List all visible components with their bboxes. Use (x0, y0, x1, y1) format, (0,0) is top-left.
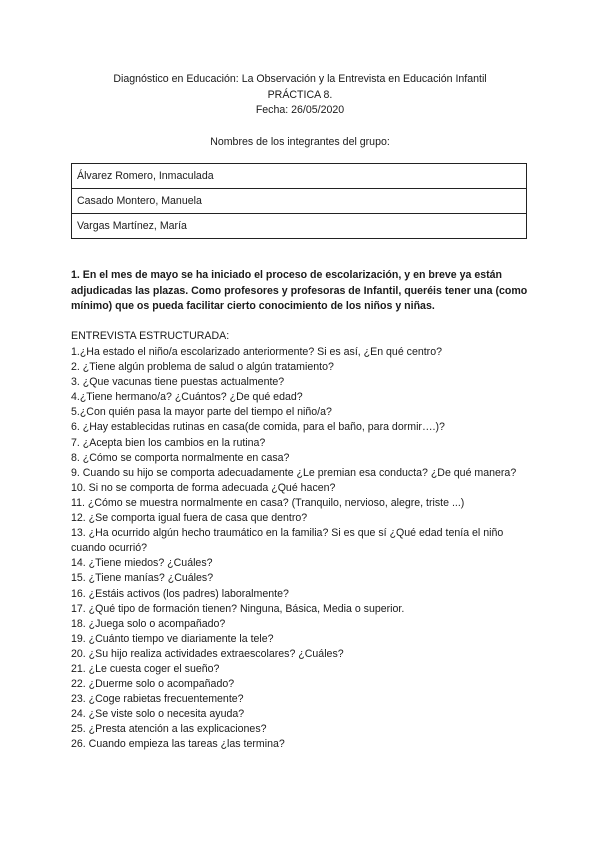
question-item: 22. ¿Duerme solo o acompañado? (71, 678, 235, 691)
question-item: 20. ¿Su hijo realiza actividades extraescolares? ¿Cuáles? (71, 647, 344, 660)
question-item: 12. ¿Se comporta igual fuera de casa que dentro? (71, 512, 308, 525)
task-statement: 1. En el mes de mayo se ha iniciado el proceso de escolarización, y en breve ya están adjudicadas las plazas. Como profesores y profesoras de Infantil, queréis tener una (como mínimo) que os pueda facilitar cierto conocimiento de los niños y niñas. (71, 269, 528, 312)
practice-number: PRÁCTICA 8. (267, 88, 333, 101)
question-item: 4.¿Tiene hermano/a? ¿Cuántos? ¿De qué edad? (71, 391, 303, 404)
member-name: Álvarez Romero, Inmaculada (72, 164, 527, 189)
document-date: Fecha: 26/05/2020 (255, 104, 345, 116)
interview-title: ENTREVISTA ESTRUCTURADA: (71, 330, 230, 342)
question-item: 16. ¿Estáis activos (los padres) laboralmente? (71, 587, 289, 600)
document-title: Diagnóstico en Educación: La Observación y la Entrevista en Educación Infantil (113, 73, 487, 85)
table-row (72, 214, 527, 239)
question-item: 8. ¿Cómo se comporta normalmente en casa? (71, 451, 290, 464)
question-item: 18. ¿Juega solo o acompañado? (71, 617, 226, 630)
question-item: 19. ¿Cuánto tiempo ve diariamente la tele? (71, 632, 274, 645)
group-label: Nombres de los integrantes del grupo: (210, 136, 390, 148)
question-item: 14. ¿Tiene miedos? ¿Cuáles? (71, 557, 213, 570)
question-item: 10. Si no se comporta de forma adecuada ¿Qué hacen? (71, 481, 336, 494)
question-item: 23. ¿Coge rabietas frecuentemente? (71, 693, 244, 706)
table-row (72, 164, 527, 189)
question-item: 7. ¿Acepta bien los cambios en la rutina? (71, 436, 266, 449)
member-name: Vargas Martínez, María (72, 214, 527, 239)
question-item: 24. ¿Se viste solo o necesita ayuda? (71, 708, 245, 721)
member-name: Casado Montero, Manuela (72, 189, 527, 214)
question-item: 15. ¿Tiene manías? ¿Cuáles? (71, 572, 214, 585)
members-table (71, 163, 527, 239)
question-item: 21. ¿Le cuesta coger el sueño? (71, 662, 220, 675)
question-item: 9. Cuando su hijo se comporta adecuadamente ¿Le premian esa conducta? ¿De qué manera? (71, 466, 517, 479)
question-item: 1.¿Ha estado el niño/a escolarizado anteriormente? Si es así, ¿En qué centro? (71, 346, 442, 358)
question-item: 2. ¿Tiene algún problema de salud o algún tratamiento? (71, 361, 334, 374)
question-item: 26. Cuando empieza las tareas ¿las termina? (71, 738, 285, 751)
question-item: 11. ¿Cómo se muestra normalmente en casa? (Tranquilo, nervioso, alegre, triste ...) (71, 496, 465, 509)
document-header (0, 72, 600, 119)
question-item: 25. ¿Presta atención a las explicaciones? (71, 723, 267, 736)
question-item: 3. ¿Que vacunas tiene puestas actualmente? (71, 376, 285, 389)
question-item: 6. ¿Hay establecidas rutinas en casa(de comida, para el baño, para dormir….)? (71, 421, 445, 434)
question-list (71, 345, 531, 753)
table-row (72, 189, 527, 214)
question-item: 13. ¿Ha ocurrido algún hecho traumático en la familia? Si es que sí ¿Qué edad tenía el niño cuando ocurrió? (71, 527, 504, 555)
question-item: 5.¿Con quién pasa la mayor parte del tiempo el niño/a? (71, 406, 332, 419)
question-item: 17. ¿Qué tipo de formación tienen? Ninguna, Básica, Media o superior. (71, 602, 405, 615)
